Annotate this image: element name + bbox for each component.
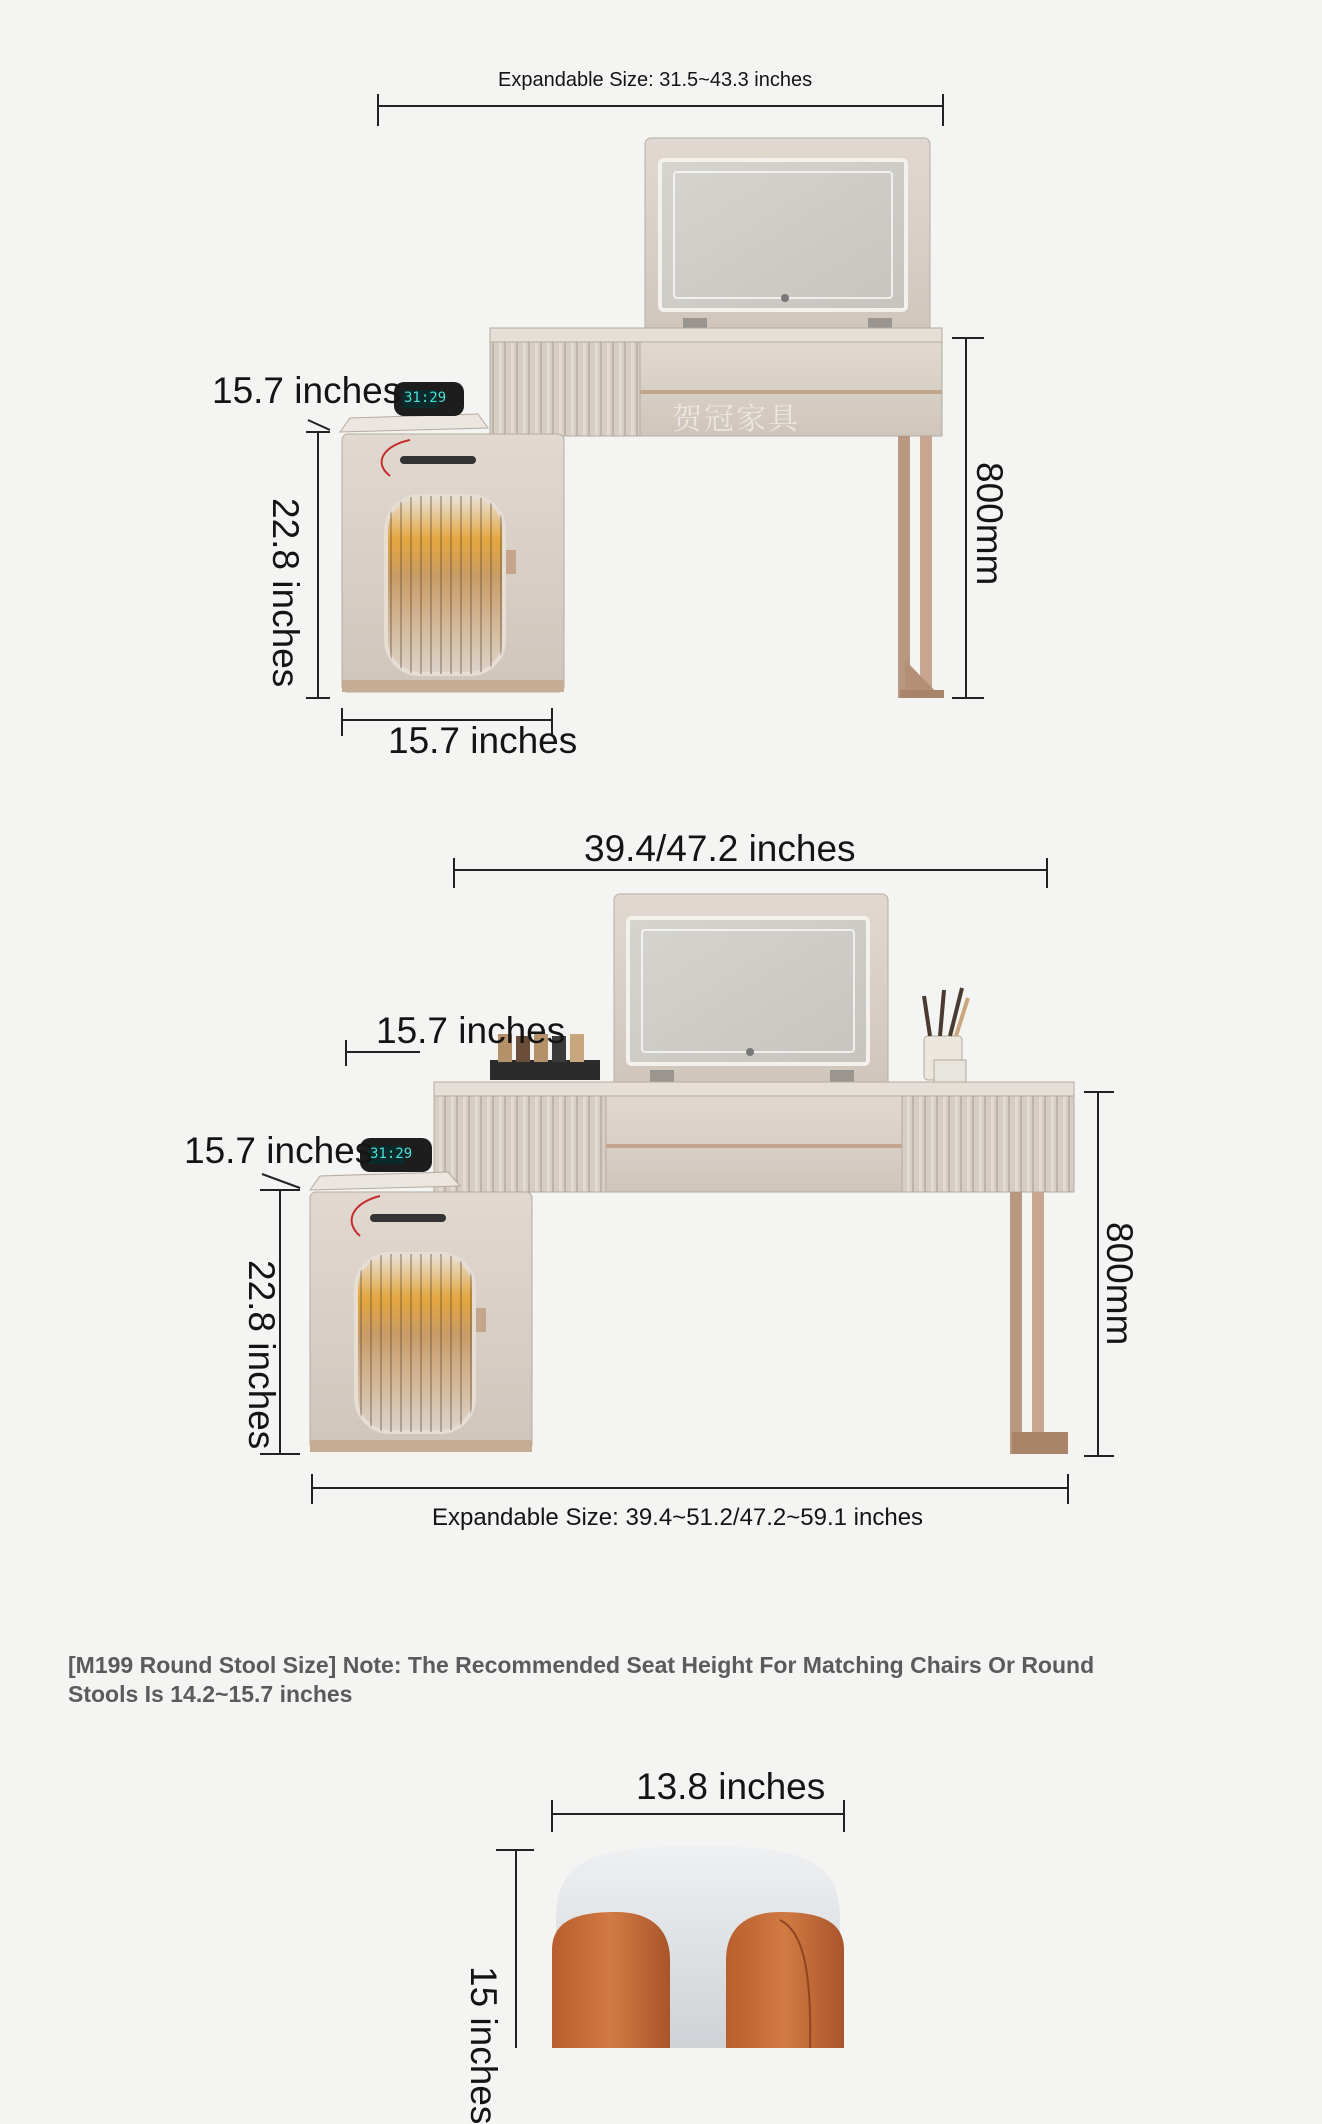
figure2-width-label: 39.4/47.2 inches: [584, 828, 856, 869]
figure1-cabinet-width-label: 15.7 inches: [388, 720, 578, 761]
figure1-watermark: 贺冠家具: [672, 403, 800, 436]
stool-illustration: [496, 1800, 844, 2048]
figure2-illustration: [260, 858, 1114, 1504]
figure2-expandable-label: Expandable Size: 39.4~51.2/47.2~59.1 inches: [432, 1504, 924, 1531]
figure1-cabinet-depth-label: 15.7 inches: [212, 370, 402, 411]
figure2-cabinet-depth-label: 15.7 inches: [184, 1130, 374, 1171]
figure2-clock-readout: 31:29: [370, 1146, 413, 1162]
stool-size-note: [M199 Round Stool Size] Note: The Recommended Seat Height For Matching Chairs Or Round Stools Is 14.2~15.7 inches: [68, 1652, 1095, 1707]
figure1-expandable-label: Expandable Size: 31.5~43.3 inches: [498, 69, 813, 91]
figure1-clock-readout: 31:29: [404, 390, 447, 406]
figure2-desk-depth-label: 15.7 inches: [376, 1010, 566, 1051]
figure2-desk-height-label: 800mm: [1099, 1222, 1140, 1346]
stool-width-label: 13.8 inches: [636, 1766, 826, 1807]
figure1-cabinet-height-label: 22.8 inches: [265, 498, 306, 688]
figure1-desk-height-label: 800mm: [969, 462, 1010, 586]
figure2-cabinet-height-label: 22.8 inches: [241, 1260, 282, 1450]
figure1-illustration: [306, 94, 984, 736]
stool-height-label: 15 inches: [463, 1966, 504, 2124]
